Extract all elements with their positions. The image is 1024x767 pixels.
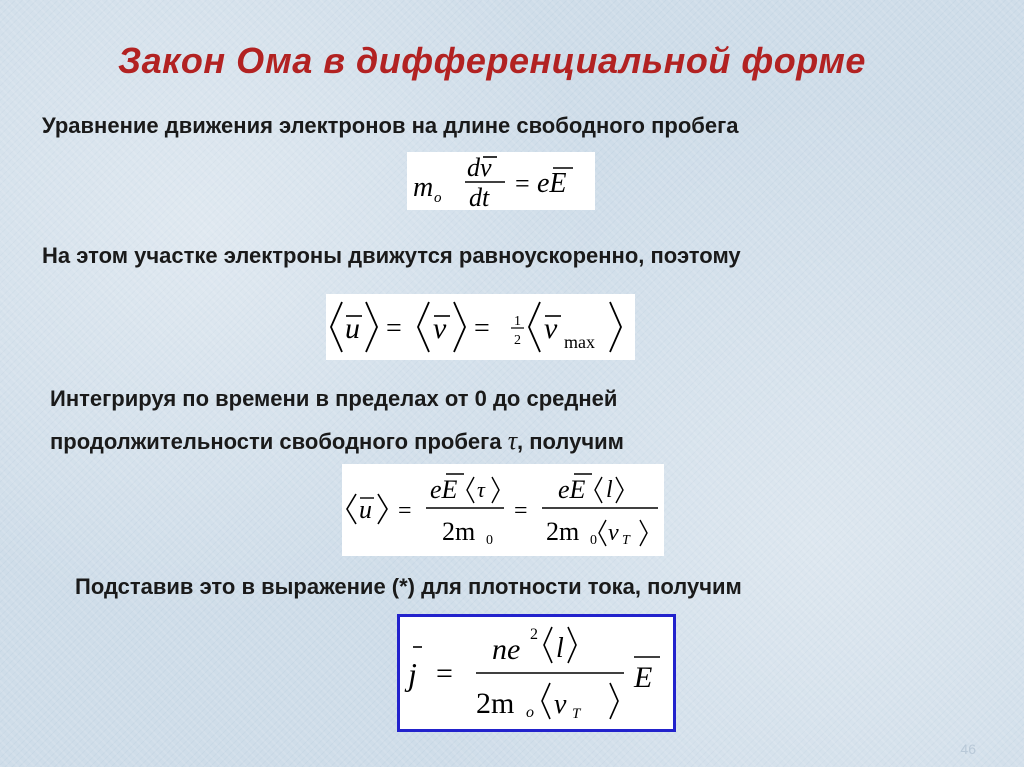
f2-bracket-close-1 [366, 302, 377, 352]
f3-l: l [606, 477, 613, 503]
f3-vT: v [608, 520, 619, 546]
text-integrating: Интегрируя по времени в пределах от 0 до средней [50, 386, 618, 411]
f2-bracket-close-2 [454, 302, 465, 352]
f4-equals: = [436, 657, 453, 690]
f3-num2: eE [558, 475, 586, 504]
f3-den1-sub: 0 [486, 533, 493, 548]
f3-u: u [359, 495, 372, 524]
f3-tau: τ [477, 477, 485, 502]
f2-equals-1: = [386, 313, 402, 344]
f2-vmax: v [544, 312, 558, 345]
f4-vT-sub: T [572, 706, 581, 722]
formula-average-velocity [326, 294, 635, 360]
f2-bracket-close-3 [610, 302, 621, 352]
f1-m-sub: o [434, 190, 442, 206]
slide-title: Закон Ома в дифференциальной форме [118, 40, 866, 81]
text-substituting: Подставив это в выражение (*) для плотности тока, получим [75, 574, 742, 599]
f2-bracket-open-3 [529, 302, 540, 352]
page-number: 46 [960, 741, 976, 757]
f4-E: E [634, 661, 653, 694]
formula-drift-velocity [342, 464, 664, 556]
f2-half-num: 1 [514, 314, 521, 329]
formula-equation-of-motion [407, 152, 595, 210]
f3-den2: 2m [546, 517, 580, 546]
text-free-path-post: , получим [517, 429, 624, 454]
text-free-path-pre: продолжительности свободного пробега [50, 429, 508, 454]
f2-u: u [345, 312, 360, 345]
f4-num: ne [492, 633, 521, 666]
f3-num1: eE [430, 475, 458, 504]
f3-vT-sub: T [622, 533, 630, 548]
tau-symbol: τ [507, 426, 517, 455]
f1-denominator: dt [469, 183, 490, 210]
f4-j: j [408, 656, 417, 692]
text-equation-of-motion: Уравнение движения электронов на длине свободного пробега [42, 113, 739, 138]
f4-den: 2m [476, 687, 515, 720]
f3-den1: 2m [442, 517, 476, 546]
f1-rhs: eE [537, 168, 567, 199]
f2-bracket-open-2 [418, 302, 429, 352]
f4-l: l [556, 633, 564, 664]
f1-numerator: dv [467, 153, 492, 182]
text-uniform-acceleration: На этом участке электроны движутся равноускоренно, поэтому [42, 243, 741, 268]
f4-num-sup: 2 [530, 626, 538, 643]
formula-ohm-law-result [397, 614, 676, 732]
f2-vmax-sub: max [564, 332, 595, 352]
f2-bracket-open-1 [331, 302, 342, 352]
f4-vT: v [554, 689, 567, 720]
f4-den-sub: o [526, 704, 534, 721]
text-free-path-duration [50, 426, 624, 456]
f3-den2-sub: 0 [590, 533, 597, 548]
f2-equals-2: = [474, 313, 490, 344]
f1-m: m [413, 172, 434, 203]
f3-equals-1: = [398, 498, 412, 524]
f3-equals-2: = [514, 498, 528, 524]
f2-v: v [433, 312, 447, 345]
f1-equals: = [515, 169, 530, 198]
f2-half-den: 2 [514, 333, 521, 348]
